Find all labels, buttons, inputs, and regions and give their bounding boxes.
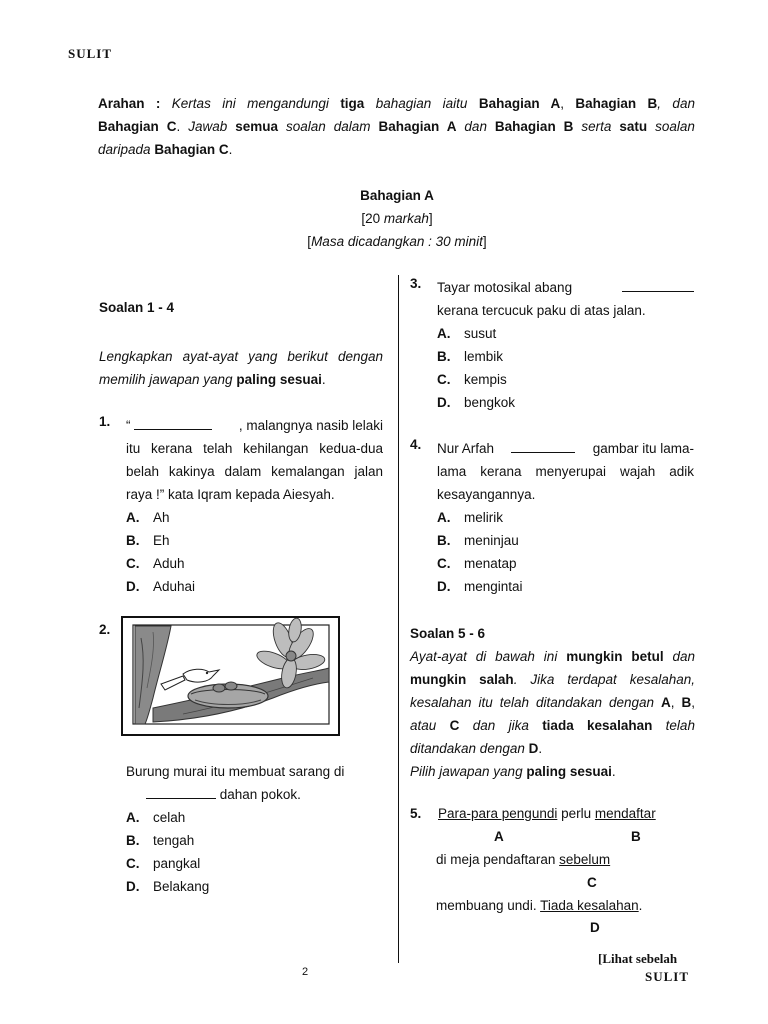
option-d[interactable]: D. Aduhai — [126, 579, 196, 594]
question-5-number: 5. — [410, 806, 422, 821]
answer-blank — [146, 797, 216, 799]
question-2-options — [126, 806, 209, 898]
option-a[interactable]: A. melirik — [437, 510, 503, 525]
group-label-1-4: Soalan 1 - 4 — [99, 300, 175, 315]
mark-a: A — [494, 829, 504, 844]
question-1-number: 1. — [99, 414, 111, 429]
question-1-options — [126, 506, 195, 598]
question-5-line-3: membuang undi. Tiada kesalahan. — [436, 898, 643, 913]
see-next-page: [Lihat sebelah — [598, 951, 678, 966]
option-c[interactable]: C. Aduh — [126, 556, 185, 571]
mark-c: C — [587, 875, 597, 890]
option-c[interactable]: C. pangkal — [126, 856, 201, 871]
question-1-text: “ , malangnya nasib lelaki itu kerana telah kehilangan kedua-dua belah kakinya dalam kemalangan jalan raya !” kata Iqram kepada Aiesyah. — [126, 418, 383, 502]
option-a[interactable]: A. susut — [437, 326, 497, 341]
column-divider — [398, 275, 399, 963]
question-3-number: 3. — [410, 276, 422, 291]
option-b[interactable]: B. lembik — [437, 349, 504, 364]
section-heading — [0, 184, 768, 253]
question-3-options — [437, 322, 515, 414]
header-sulit: SULIT — [68, 46, 113, 61]
page-number: 2 — [302, 966, 309, 978]
answer-blank — [134, 428, 212, 430]
question-4-text: Nur Arfah gambar itu lama- lama kerana menyerupai wajah adik kesayangannya. — [437, 441, 694, 502]
option-a[interactable]: A. celah — [126, 810, 186, 825]
group-label-5-6: Soalan 5 - 6 — [410, 626, 486, 641]
question-3-text: Tayar motosikal abang kerana tercucuk paku di atas jalan. — [437, 276, 694, 322]
question-5-line-1: Para-para pengundi perlu mendaftar — [438, 806, 656, 821]
answer-blank — [511, 451, 575, 453]
option-a[interactable]: A. Ah — [126, 510, 170, 525]
section-time: [Masa dicadangkan : 30 minit] — [307, 234, 487, 249]
option-c[interactable]: C. menatap — [437, 556, 517, 571]
mark-b: B — [631, 829, 641, 844]
bird-nest-illustration — [121, 616, 340, 736]
section-marks: [20 markah] — [361, 211, 433, 226]
option-b[interactable]: B. Eh — [126, 533, 170, 548]
group-instruction-5-6: Soalan 5 - 6 Ayat-ayat di bawah ini mungkin betul dan mungkin salah. Jika terdapat kesalahan, kesalahan itu telah ditandakan dengan A, B, atau C dan jika tiada kesalahan telah ditandakan dengan D. Pilih jawapan yang paling sesuai. — [410, 622, 695, 783]
option-b[interactable]: B. tengah — [126, 833, 195, 848]
footer-sulit: SULIT — [645, 969, 690, 984]
option-d[interactable]: D. mengintai — [437, 579, 523, 594]
option-d[interactable]: D. bengkok — [437, 395, 516, 410]
question-5-line-2: di meja pendaftaran sebelum — [436, 852, 611, 867]
answer-blank — [622, 290, 694, 292]
mark-d: D — [590, 920, 600, 935]
instructions-line-1: Arahan : Kertas ini mengandungi tiga bahagian iaitu Bahagian A, Bahagian B, dan — [98, 96, 695, 111]
question-4-options — [437, 506, 523, 598]
instructions — [98, 92, 695, 161]
option-c[interactable]: C. kempis — [437, 372, 507, 387]
instructions-line-2: Bahagian C. Jawab semua soalan dalam Bahagian A dan Bahagian B serta satu soalan — [98, 119, 695, 134]
instructions-line-3: daripada Bahagian C. — [98, 142, 233, 157]
option-d[interactable]: D. Belakang — [126, 879, 210, 894]
option-b[interactable]: B. meninjau — [437, 533, 519, 548]
group-instruction-1-4: Lengkapkan ayat-ayat yang berikut dengan memilih jawapan yang paling sesuai. — [99, 349, 383, 387]
question-4-number: 4. — [410, 437, 422, 452]
bird-nest-picture — [123, 618, 338, 734]
section-title: Bahagian A — [360, 188, 434, 203]
question-2-text: Burung murai itu membuat sarang di dahan pokok. — [126, 764, 345, 802]
question-2-number: 2. — [99, 622, 111, 637]
